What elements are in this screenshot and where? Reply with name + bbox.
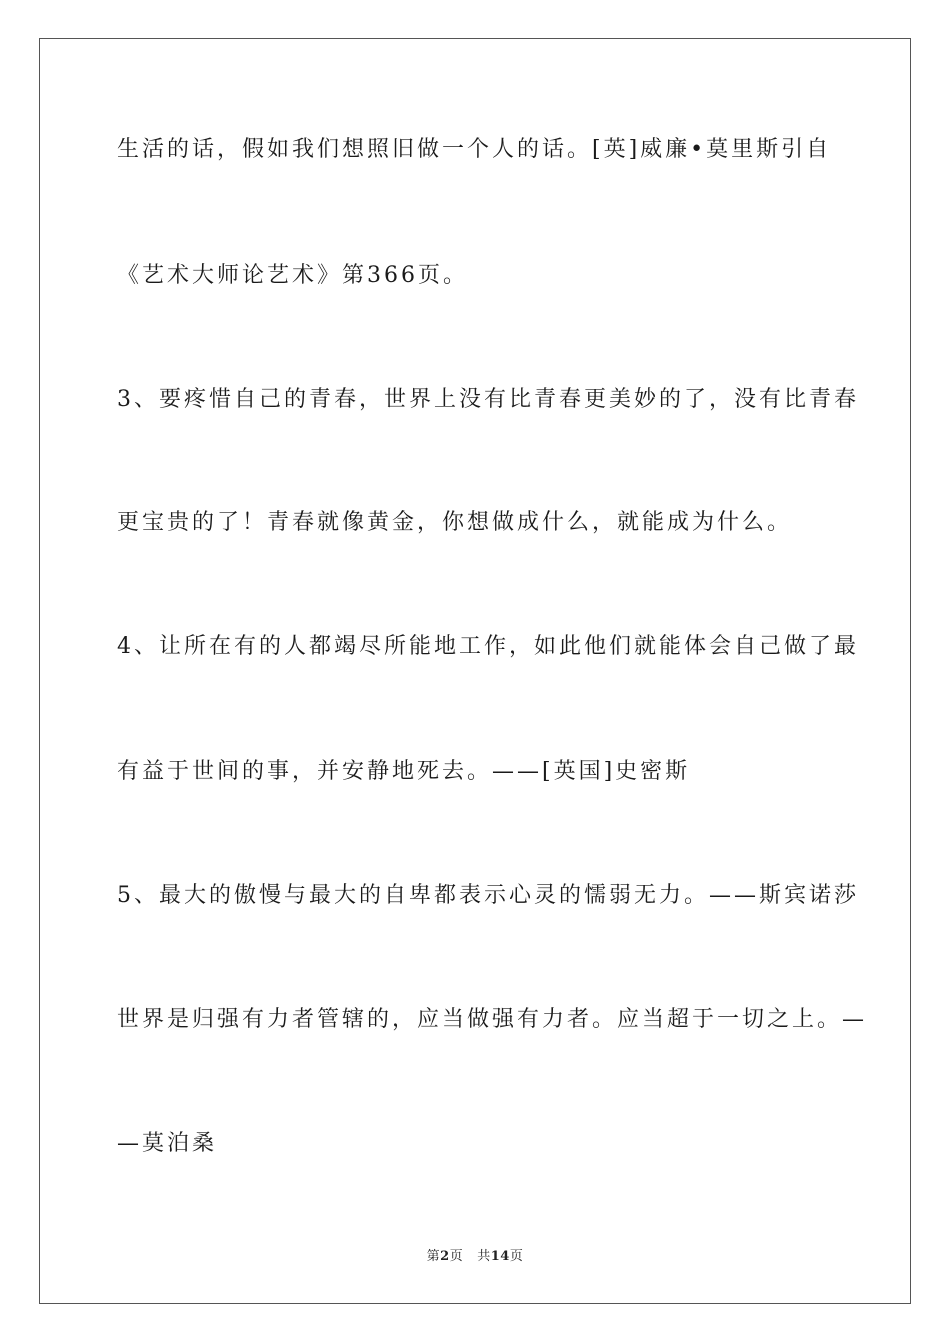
text-line-9: —莫泊桑 bbox=[117, 1131, 218, 1156]
text-line-1: 生活的话，假如我们想照旧做一个人的话。[英]威廉•莫里斯引自 bbox=[117, 137, 832, 162]
text-line-4: 更宝贵的了！青春就像黄金，你想做成什么，就能成为什么。 bbox=[117, 510, 793, 535]
text-line-5: 4、让所在有的人都竭尽所能地工作，如此他们就能体会自己做了最 bbox=[117, 634, 859, 659]
text-line-8: 世界是归强有力者管辖的，应当做强有力者。应当超于一切之上。— bbox=[117, 1007, 868, 1032]
footer-page-number: 2 bbox=[440, 1249, 450, 1264]
footer-page-suffix: 页 bbox=[449, 1249, 464, 1264]
text-line-6: 有益于世间的事，并安静地死去。——[英国]史密斯 bbox=[117, 759, 691, 784]
footer-total-pages: 14 bbox=[490, 1249, 510, 1264]
footer-total-suffix: 页 bbox=[509, 1249, 524, 1264]
footer-total-prefix: 共 bbox=[477, 1249, 491, 1264]
page-footer bbox=[0, 1248, 950, 1266]
page-border bbox=[39, 38, 911, 1304]
text-line-3: 3、要疼惜自己的青春，世界上没有比青春更美妙的了，没有比青春 bbox=[117, 387, 859, 412]
text-line-7: 5、最大的傲慢与最大的自卑都表示心灵的懦弱无力。——斯宾诺莎 bbox=[117, 883, 859, 908]
text-line-2: 《艺术大师论艺术》第366页。 bbox=[117, 263, 468, 288]
footer-page-prefix: 第 bbox=[426, 1249, 441, 1264]
